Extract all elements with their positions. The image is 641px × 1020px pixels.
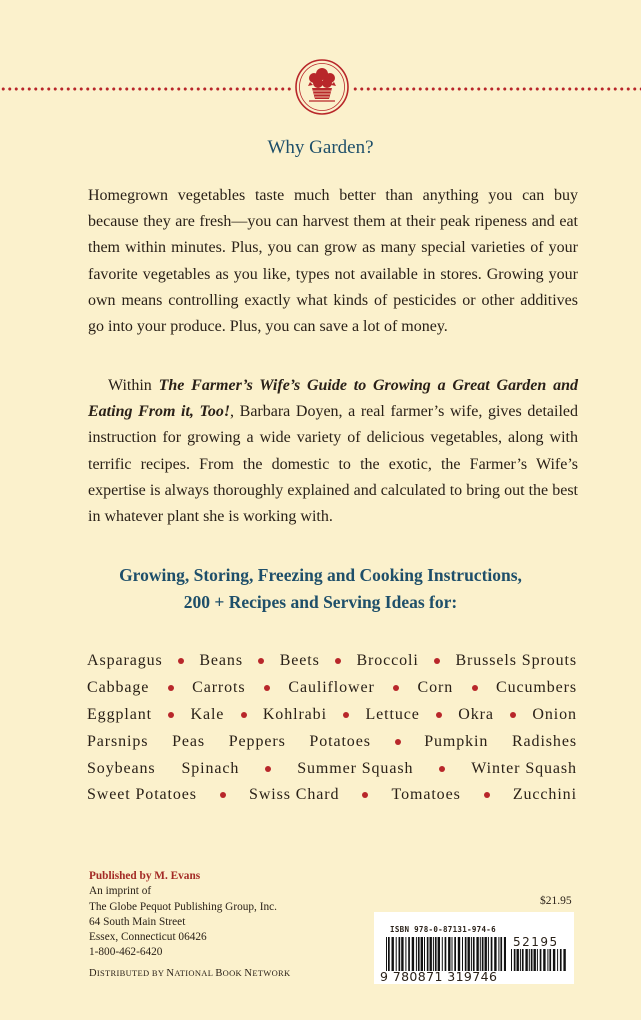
bullet-separator [436, 712, 442, 718]
barcode-bar [534, 949, 536, 971]
vegetable-item: Peppers [228, 732, 286, 750]
publisher-group: The Globe Pequot Publishing Group, Inc. [89, 900, 277, 913]
barcode-bar [473, 937, 475, 971]
barcode-bar [557, 949, 558, 971]
barcode-bar [563, 949, 565, 971]
network-cap-2: B [215, 967, 223, 979]
vegetable-line [87, 675, 577, 702]
barcode-bar [520, 949, 521, 971]
barcode-bar [462, 937, 463, 971]
published-by: Published by M. Evans [89, 870, 201, 882]
barcode-bar [438, 937, 440, 971]
vegetable-item: Tomatoes [391, 786, 461, 804]
vegetable-item: Spinach [181, 759, 240, 777]
vegetable-list [87, 648, 577, 809]
network-text-3: ETWORK [252, 967, 291, 978]
bullet-separator [395, 739, 401, 745]
barcode-bar [537, 949, 538, 971]
barcode-bar [525, 949, 527, 971]
barcode-bar [540, 949, 542, 971]
barcode-bar [511, 949, 512, 971]
vegetable-item: Radishes [511, 732, 577, 750]
bullet-separator [484, 792, 490, 798]
vegetable-item: Summer Squash [297, 759, 414, 777]
barcode-bar [476, 937, 478, 971]
barcode-bar [392, 937, 394, 971]
supplement-barcode [511, 949, 567, 971]
barcode-bar [427, 937, 429, 971]
barcode-bar [421, 937, 423, 971]
barcode-bar [498, 937, 499, 971]
barcode-bar [465, 937, 467, 971]
bullet-separator [178, 658, 184, 664]
barcode-bar [491, 937, 493, 971]
bullet-separator [265, 766, 271, 772]
network-cap-3: N [244, 967, 253, 979]
vegetable-item: Peas [172, 732, 206, 750]
price-supplement-digits: 52195 [513, 935, 559, 949]
barcode-bar [500, 937, 502, 971]
bullet-separator [510, 712, 516, 718]
barcode-bar [529, 949, 530, 971]
vegetable-line [87, 648, 577, 675]
barcode-bar [408, 937, 410, 971]
barcode-bar [514, 949, 516, 971]
paragraph-body: , Barbara Doyen, a real farmer’s wife, gives detailed instruction for growing a wide variety of delicious vegetables, along with terrific recipes. From the domestic to the exotic, the Farmer’s Wife’s expertise is always thoroughly explained and calculated to bring out the best in whatever plant she is working with. [88, 403, 578, 526]
vegetable-item: Broccoli [356, 652, 419, 670]
network-cap-1: N [166, 967, 175, 979]
barcode-bar [531, 949, 533, 971]
vegetable-item: Pumpkin [424, 732, 489, 750]
barcode-bar [471, 937, 472, 971]
barcode-bar [458, 937, 460, 971]
vegetable-item: Soybeans [87, 759, 156, 777]
barcode-bar [448, 937, 450, 971]
distributor-text: ISTRIBUTED BY [96, 967, 167, 978]
vegetable-item: Lettuce [365, 705, 420, 723]
vegetable-item: Kale [190, 705, 225, 723]
publisher-phone: 1-800-462-6420 [89, 946, 163, 959]
barcode-bar [424, 937, 425, 971]
bullet-separator [220, 792, 226, 798]
publisher-street: 64 South Main Street [89, 915, 186, 928]
vegetable-item: Cucumbers [496, 679, 577, 697]
barcode-bar [412, 937, 414, 971]
barcode-bar [549, 949, 551, 971]
barcode-bar [480, 937, 481, 971]
barcode-bar [388, 937, 390, 971]
barcode-bar [401, 937, 403, 971]
bullet-separator [439, 766, 445, 772]
vegetable-item: Asparagus [87, 652, 163, 670]
barcode-bar [517, 949, 519, 971]
book-description-paragraph [88, 373, 578, 530]
barcode-bar [386, 937, 387, 971]
vegetable-item: Kohlrabi [262, 705, 327, 723]
publisher-city: Essex, Connecticut 06426 [89, 931, 207, 944]
price: $21.95 [540, 895, 572, 907]
bullet-separator [472, 685, 478, 691]
intro-paragraph: Homegrown vegetables taste much better than anything you can buy because they are fresh—you can harvest them at their peak ripeness and eat them within minutes. Plus, you can grow as many special varieties of your favorite vegetables as you like, types not available in stores. Growing your own means controlling exactly what kinds of pesticides or other additives go into your produce. Plus, you can save a lot of money. [88, 187, 578, 336]
subheading-line-1: Growing, Storing, Freezing and Cooking Instructions, [119, 565, 522, 585]
barcode-bar [445, 937, 447, 971]
vegetable-item: Carrots [192, 679, 246, 697]
bullet-separator [168, 685, 174, 691]
distributor-cap: D [89, 967, 97, 979]
vegetable-item: Cauliflower [288, 679, 375, 697]
vegetable-item: Corn [417, 679, 454, 697]
barcode-bar [547, 949, 548, 971]
network-text-2: OOK [222, 967, 245, 978]
book-title: The Farmer’s Wife’s Guide to Growing a Great Garden and Eating From it, Too! [88, 377, 578, 421]
barcode-bar [553, 949, 555, 971]
isbn-number: ISBN 978-0-87131-974-6 [390, 925, 496, 934]
barcode-bar [430, 937, 432, 971]
vegetable-line [87, 728, 577, 755]
vegetable-item: Eggplant [87, 705, 152, 723]
vegetable-item: Beans [199, 652, 243, 670]
vegetable-item: Brussels Sprouts [455, 652, 577, 670]
bullet-separator [343, 712, 349, 718]
bullet-separator [393, 685, 399, 691]
vegetable-item: Swiss Chard [249, 786, 340, 804]
bullet-separator [434, 658, 440, 664]
dotted-rule-right [352, 87, 641, 91]
bullet-separator [258, 658, 264, 664]
vegetable-item: Parsnips [87, 732, 149, 750]
barcode-bar [560, 949, 562, 971]
barcode-bar [442, 937, 443, 971]
bullet-separator [335, 658, 341, 664]
barcode-bar [543, 949, 545, 971]
bullet-separator [264, 685, 270, 691]
vegetable-item: Potatoes [309, 732, 371, 750]
barcode-bar [433, 937, 434, 971]
barcode-bar [504, 937, 506, 971]
barcode-bar [396, 937, 397, 971]
barcode-bar [416, 937, 417, 971]
barcode-bar [522, 949, 524, 971]
barcode-bar [494, 937, 496, 971]
bullet-separator [362, 792, 368, 798]
barcode-bar [482, 937, 484, 971]
barcode-bar [435, 937, 437, 971]
flower-basket-icon [294, 58, 350, 116]
barcode-bar [488, 937, 489, 971]
paragraph-intro: Within [108, 377, 159, 394]
dotted-rule-left [0, 87, 292, 91]
barcode-bar [485, 937, 487, 971]
barcode-bar [399, 937, 401, 971]
ean-digits: 9 780871 319746 [380, 969, 498, 984]
vegetable-line [87, 702, 577, 729]
imprint-line: An imprint of [89, 885, 152, 898]
section-heading: Why Garden? [267, 137, 374, 158]
vegetable-item: Beets [279, 652, 320, 670]
barcode-bar [418, 937, 420, 971]
subheading-line-2: 200 + Recipes and Serving Ideas for: [183, 592, 458, 612]
publisher-info [89, 869, 290, 981]
distributor-line [89, 966, 290, 981]
recipes-subheading [0, 562, 641, 616]
barcode-bar [468, 937, 470, 971]
barcode-bar [405, 937, 406, 971]
bullet-separator [241, 712, 247, 718]
network-text-1: ATIONAL [174, 967, 216, 978]
barcode-bar [452, 937, 453, 971]
ean-barcode [386, 937, 506, 971]
vegetable-item: Sweet Potatoes [87, 786, 197, 804]
vegetable-line [87, 755, 577, 782]
bullet-separator [168, 712, 174, 718]
vegetable-item: Cabbage [87, 679, 150, 697]
vegetable-item: Onion [532, 705, 577, 723]
vegetable-item: Winter Squash [471, 759, 577, 777]
barcode-bar [454, 937, 456, 971]
vegetable-item: Okra [458, 705, 494, 723]
vegetable-item: Zucchini [512, 786, 577, 804]
barcode-label [374, 912, 574, 984]
vegetable-line [87, 782, 577, 809]
